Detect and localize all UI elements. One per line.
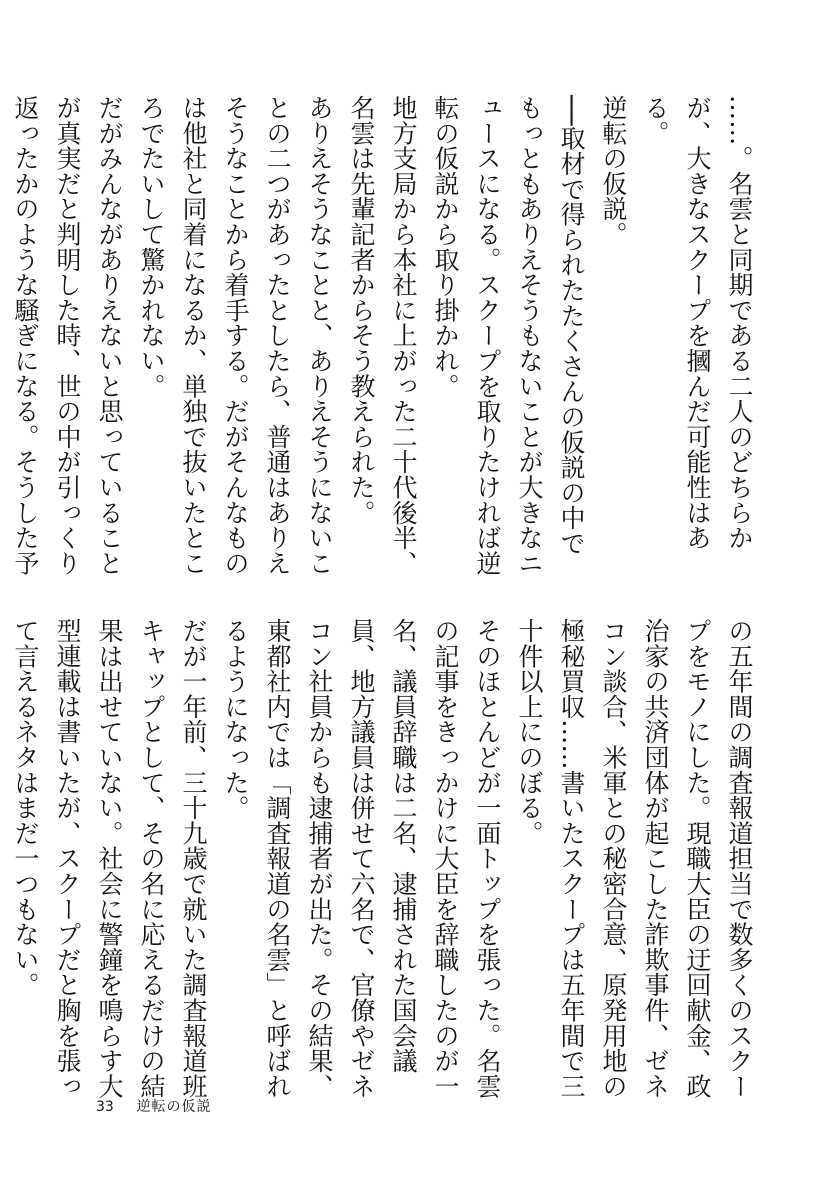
body-paragraph bbox=[0, 618, 4, 1103]
body-paragraph: そのほとんどが一面トップを張った。名雲の記事をきっかけに大臣を辞職したのが一名、議員辞職は二名、逮捕された国会議員、地方議員は併せて六名で、官僚やゼネコン社員からも逮捕者が出た。その結果、東都社内では「調査報道の名雲」と呼ばれるようになった。 bbox=[221, 618, 502, 1099]
body-paragraph: だがみんながありえないと思っていることが真実だと判明した時、世の中が引っくり返ったかのような騒ぎになる。そうした予 bbox=[11, 95, 124, 576]
body-paragraph: ありえそうなことと、ありえそうにないことの二つがあったとしたら、普通はありえそうなことから着手する。だがそんなものは他社と同着になるか、単独で抜いたところでたいして驚かれない。 bbox=[137, 95, 334, 576]
body-paragraph: だが一年前、三十九歳で就いた調査報道班キャップとして、その名に応えるだけの結果は出せていない。社会に警鐘を鳴らす大型連載は書いたが、スクープだと胸を張って言えるネタはまだ一つもない。 bbox=[11, 618, 208, 1099]
body-paragraph: ──取材で得られたたくさんの仮説の中でもっともありえそうもないことが大きなニュースになる。スクープを取りたければ逆転の仮説から取り掛かれ。 bbox=[431, 95, 586, 576]
body-paragraph: ……。名雲と同期である二人のどちらかが、大きなスクープを摑んだ可能性はある。 bbox=[641, 95, 754, 551]
lower-text-block bbox=[11, 618, 760, 1103]
body-paragraph: 地方支局から本社に上がった二十代後半、名雲は先輩記者からそう教えられた。 bbox=[347, 95, 418, 576]
page-footer bbox=[96, 1096, 211, 1116]
page-number: 33 bbox=[96, 1099, 114, 1115]
running-title: 逆転の仮説 bbox=[136, 1099, 212, 1115]
body-paragraph: 逆転の仮説。 bbox=[599, 95, 628, 247]
upper-text-block bbox=[11, 95, 760, 580]
body-paragraph: の五年間の調査報道担当で数多くのスクープをモノにした。現職大臣の迂回献金、政治家の共済団体が起こした詐欺事件、ゼネコン談合、米軍との秘密合意、原発用地の極秘買収……書いたスクープは五年間で三十件以上にのぼる。 bbox=[515, 618, 754, 1099]
